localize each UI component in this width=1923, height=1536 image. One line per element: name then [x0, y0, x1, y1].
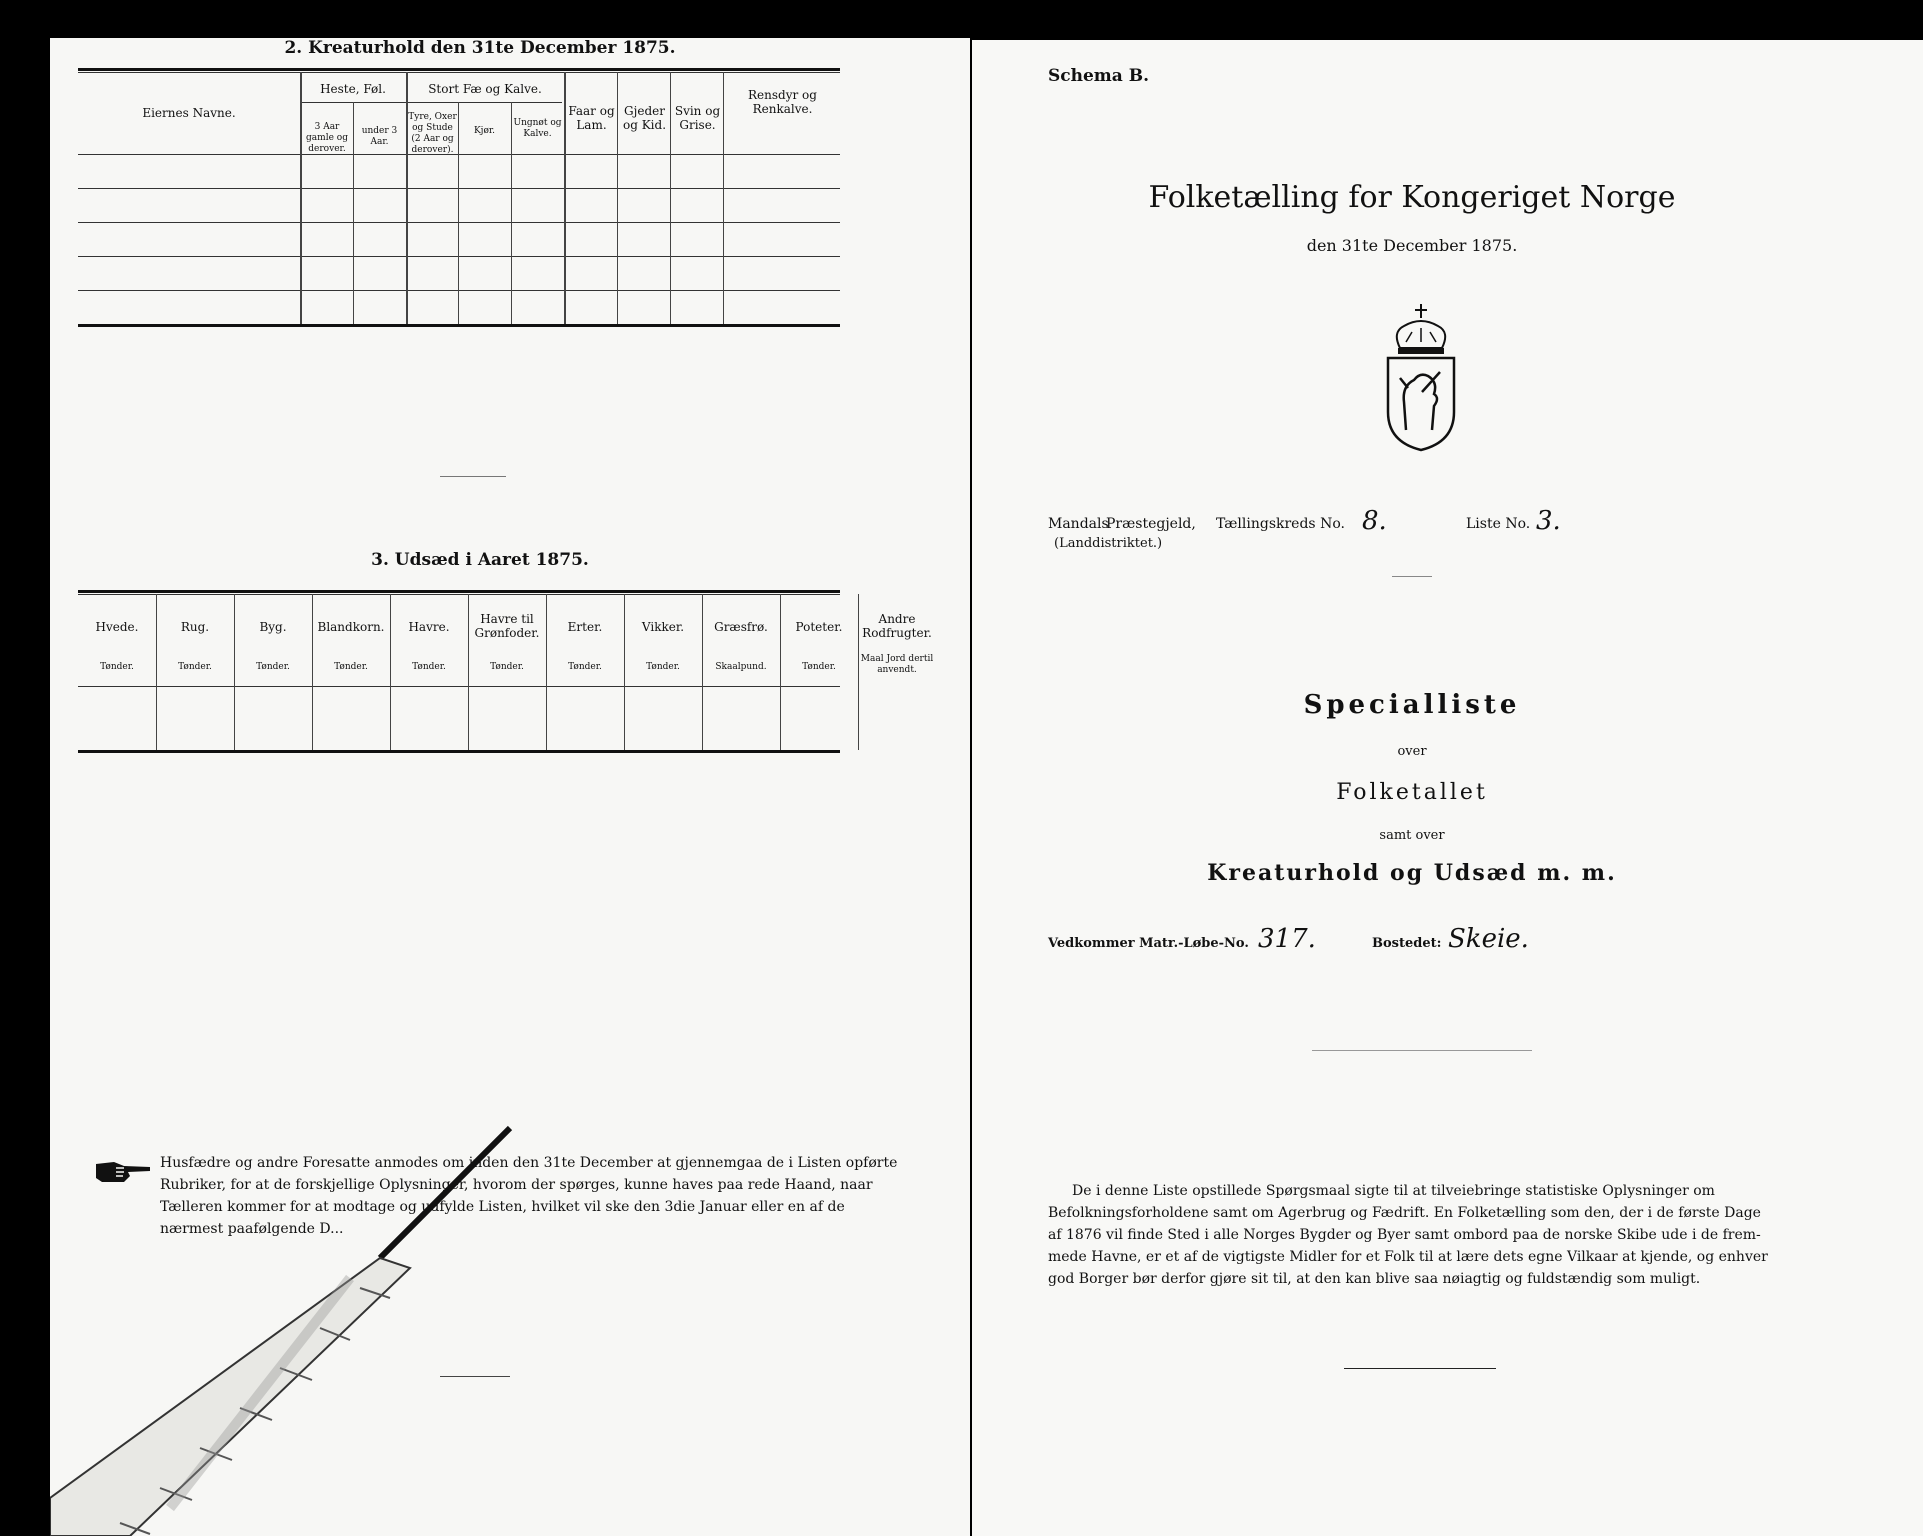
table2-bottom-rule — [78, 324, 840, 327]
table2-top-rule — [78, 68, 840, 71]
over-label-1: over — [1397, 744, 1427, 759]
kreds-value: 8. — [1362, 506, 1387, 536]
kreaturhold-heading: Kreaturhold og Udsæd m. m. — [1207, 860, 1617, 886]
col-vetch: Vikker. — [641, 620, 685, 634]
col-wheat: Hvede. — [95, 620, 139, 634]
col-mixed-grain: Blandkorn. — [317, 620, 385, 634]
header-horses-under-3: under 3 Aar. — [361, 126, 398, 147]
header-cattle: Stort Fæ og Kalve. — [428, 82, 542, 96]
bosted-value: Skeie. — [1448, 924, 1529, 954]
col-grass-seed: Græsfrø. — [714, 620, 768, 634]
title-date: den 31te December 1875. — [1306, 236, 1518, 255]
notice-line-3: Tælleren kommer for at modtage og udfylde Listen, hvilket vil ske den 3die Januar eller en af de — [160, 1199, 845, 1215]
matr-value: 317. — [1258, 924, 1316, 954]
header-horses: Heste, Føl. — [320, 82, 386, 96]
section3-title: 3. Udsæd i Aaret 1875. — [371, 550, 589, 570]
col-rye: Rug. — [180, 620, 210, 634]
schema-label: Schema B. — [1048, 66, 1150, 86]
col-barley: Byg. — [259, 620, 287, 634]
col-other-roots: Andre Rodfrugter. — [862, 612, 932, 640]
main-title: Folketælling for Kongeriget Norge — [1148, 180, 1676, 215]
district-note: (Landdistriktet.) — [1054, 536, 1163, 551]
matr-label: Vedkommer Matr.-Løbe-No. — [1048, 936, 1249, 951]
header-cattle-cows: Kjør. — [473, 126, 496, 136]
notice-line-1: Husfædre og andre Foresatte anmodes om inden den 31te December at gjennemgaa de i Listen opførte — [160, 1155, 898, 1171]
header-cattle-bulls: Tyre, Oxer og Stude (2 Aar og derover). — [408, 112, 457, 155]
col-oats: Havre. — [408, 620, 450, 634]
left-page: 2. Kreaturhold den 31te December 1875. Eiernes Navne. Heste, Føl. 3 Aar gamle og derover. under 3 Aar. Stort Fæ og Kalve. Tyre, Oxer og Stude (2 Aar og derover). Kjør. Ungnøt og Kalve. Faar og Lam. Gjeder og Kid. Svin og Grise. Rensdyr og Renkalve. 3. Udsæd i Aaret 1875. Hvede. Tønder. Rug. Tønder. Byg. Tønder. Blandkorn. Tønder. Havre. Tønder. Havre til Grønfoder. Tønder. Erter. Tønder. Vikker. Tønder. Græsfrø. Skaalpund. Poteter. Tønder. Andre Rodfrugter. Maal Jord dertil anvendt. Husfædre og andre Foresatte anmodes om inden den 31te December at gjennemgaa de i Listen opførte Rubriker, for at de forskjellige Oplysninger, hvorom der spørges, kunne haves paa rede Haand, naar Tælleren kommer for at modtage og udfylde Listen, hvilket vil ske den 3die Januar eller en af de nærmest paafølgende D... — [50, 38, 970, 1536]
coat-of-arms-icon — [1382, 302, 1460, 452]
pen-object — [50, 1118, 530, 1536]
kreds-label: Tællingskreds No. — [1216, 516, 1345, 532]
notice-line-2: Rubriker, for at de forskjellige Oplysninger, hvorom der spørges, kunne haves paa rede Haand, naar — [160, 1177, 873, 1193]
header-sheep: Faar og Lam. — [568, 104, 615, 132]
parish-name: Mandals — [1048, 516, 1109, 532]
bottom-text-line-3: af 1876 vil finde Sted i alle Norges Bygder og Byer samt ombord paa de norske Skibe ude i de frem- — [1048, 1227, 1761, 1243]
samt-over-label: samt over — [1379, 828, 1445, 843]
bottom-text-line-5: god Borger bør derfor gjøre sit til, at den kan blive saa nøiagtig og fuldstændig som muligt. — [1048, 1271, 1701, 1287]
parish-label: Præstegjeld, — [1106, 516, 1196, 532]
table3-bottom-rule — [78, 750, 840, 753]
header-reindeer: Rensdyr og Renkalve. — [748, 88, 817, 116]
bottom-text-line-1: De i denne Liste opstillede Spørgsmaal sigte til at tilveiebringe statistiske Oplysninger om — [1072, 1183, 1715, 1199]
header-pigs: Svin og Grise. — [674, 104, 721, 132]
bosted-label: Bostedet: — [1372, 936, 1442, 951]
header-horses-3-years: 3 Aar gamle og derover. — [306, 122, 348, 154]
right-page — [972, 40, 1923, 1536]
col-potatoes: Poteter. — [795, 620, 843, 634]
folketallet-heading: Folketallet — [1336, 780, 1488, 805]
liste-value: 3. — [1536, 506, 1561, 536]
col-peas: Erter. — [567, 620, 603, 634]
notice-line-4: nærmest paafølgende D... — [160, 1221, 344, 1237]
section2-title: 2. Kreaturhold den 31te December 1875. — [284, 38, 676, 58]
header-owner-names: Eiernes Navne. — [142, 106, 236, 120]
bottom-text-line-4: mede Havne, er et af de vigtigste Midler for et Folk til at lære dets egne Vilkaar at kjende, og enhver — [1048, 1249, 1768, 1265]
header-goats: Gjeder og Kid. — [622, 104, 667, 132]
specialliste-heading: Specialliste — [1303, 690, 1521, 720]
table3-top-rule — [78, 590, 840, 593]
col-oats-green-fodder: Havre til Grønfoder. — [474, 612, 540, 640]
liste-label: Liste No. — [1466, 516, 1531, 532]
header-cattle-young: Ungnøt og Kalve. — [513, 118, 562, 139]
bottom-text-line-2: Befolkningsforholdene samt om Agerbrug og Fædrift. En Folketælling som den, der i de første Dage — [1048, 1205, 1761, 1221]
